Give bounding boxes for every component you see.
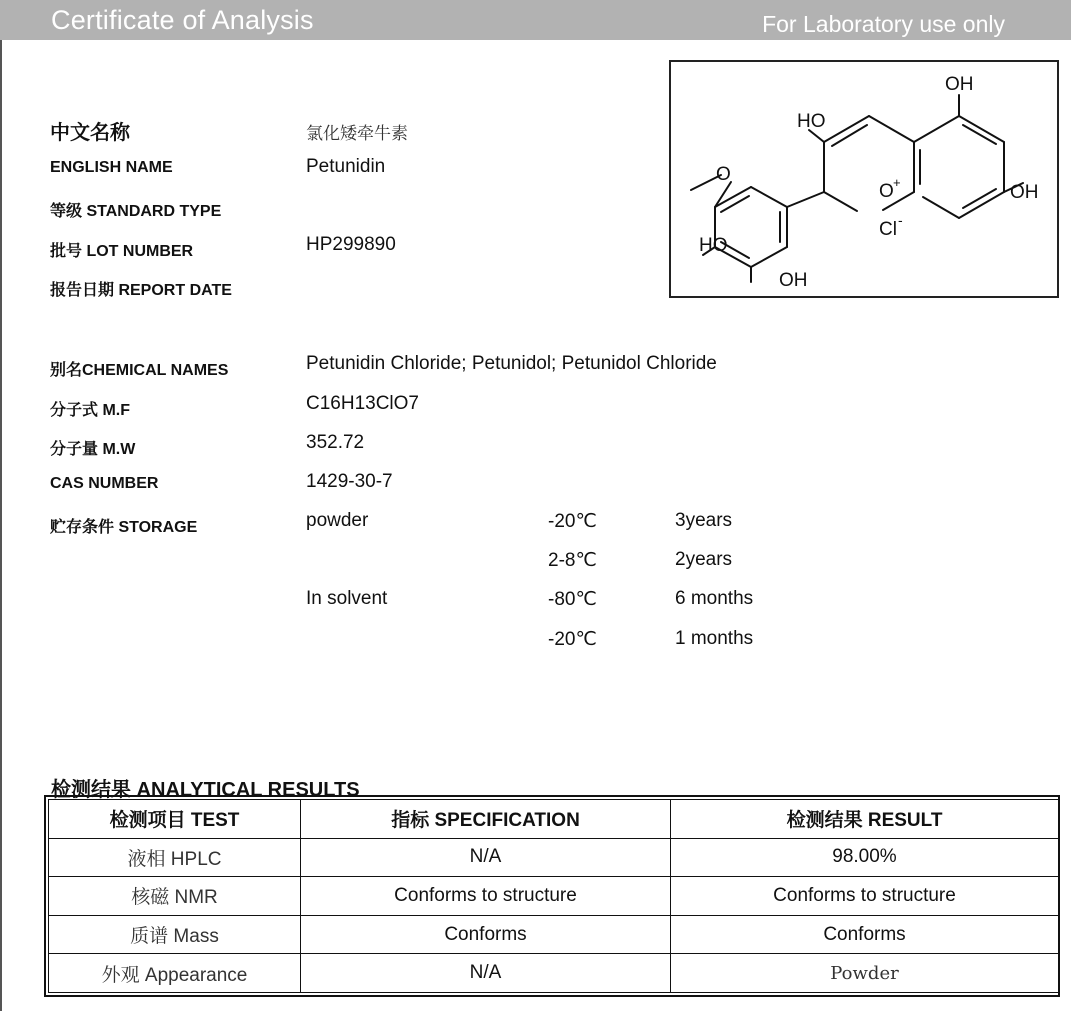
lot-number-value: HP299890 bbox=[306, 234, 396, 255]
page-left-border bbox=[0, 40, 2, 1011]
bond-line bbox=[824, 192, 857, 211]
analytical-results-title: 检测结果 ANALYTICAL RESULTS bbox=[51, 779, 360, 801]
cas-number-value: 1429-30-7 bbox=[306, 471, 393, 492]
english-name-label: ENGLISH NAME bbox=[50, 159, 173, 176]
english-name-value: Petunidin bbox=[306, 156, 386, 177]
test-cell: 液相 HPLC bbox=[49, 838, 301, 877]
bond-line bbox=[923, 197, 959, 218]
storage-duration: 3years bbox=[675, 510, 733, 531]
cas-number-label: CAS NUMBER bbox=[50, 475, 159, 492]
result-cell: 98.00% bbox=[671, 838, 1059, 877]
hydroxyl-label: HO bbox=[699, 235, 728, 256]
test-cell: 核磁 NMR bbox=[49, 877, 301, 916]
bond-line bbox=[959, 116, 1004, 142]
chemical-structure-box bbox=[669, 60, 1059, 298]
storage-temperature: -80℃ bbox=[548, 589, 597, 610]
table-row bbox=[49, 954, 1059, 993]
hydroxyl-label: OH bbox=[1010, 182, 1039, 203]
chemical-names-value: Petunidin Chloride; Petunidol; Petunidol Chloride bbox=[306, 353, 717, 374]
storage-form: In solvent bbox=[306, 588, 388, 609]
result-cell: Powder bbox=[671, 954, 1059, 993]
storage-temperature: 2-8℃ bbox=[548, 550, 597, 571]
bond-line bbox=[751, 187, 787, 207]
bond-line bbox=[914, 116, 959, 142]
molecular-formula-label: 分子式 M.F bbox=[50, 402, 130, 419]
molecular-weight-label: 分子量 M.W bbox=[50, 441, 136, 458]
usage-note: For Laboratory use only bbox=[762, 11, 1005, 37]
specification-cell: N/A bbox=[301, 954, 671, 993]
specification-cell: Conforms bbox=[301, 915, 671, 954]
hydroxyl-label: OH bbox=[945, 74, 974, 95]
storage-temperature: -20℃ bbox=[548, 511, 597, 532]
methoxy-oxygen-label: O bbox=[716, 164, 731, 185]
charge-label: + bbox=[893, 175, 901, 190]
header-bar bbox=[0, 0, 1071, 40]
storage-duration: 1 months bbox=[675, 628, 754, 649]
storage-label: 贮存条件 STORAGE bbox=[50, 519, 198, 536]
oxonium-label: O bbox=[879, 181, 894, 202]
petunidin-structure-drawing bbox=[671, 62, 1061, 300]
standard-type-label: 等级 STANDARD TYPE bbox=[50, 203, 222, 220]
test-cell: 外观 Appearance bbox=[49, 954, 301, 993]
hydroxyl-label: OH bbox=[779, 270, 808, 291]
chinese-name-label: 中文名称 bbox=[50, 122, 130, 144]
molecular-formula-value: C16H13ClO7 bbox=[306, 393, 419, 414]
chloride-label: Cl bbox=[879, 219, 897, 240]
document-title: Certificate of Analysis bbox=[51, 5, 314, 35]
table-row bbox=[49, 838, 1059, 877]
result-cell: Conforms bbox=[671, 915, 1059, 954]
chinese-name-value: 氯化矮牵牛素 bbox=[306, 124, 408, 144]
table-header-row bbox=[49, 800, 1059, 839]
column-header-result: 检测结果 RESULT bbox=[671, 800, 1059, 839]
bond-line bbox=[721, 196, 749, 212]
chemical-names-label: 别名CHEMICAL NAMES bbox=[50, 362, 229, 379]
molecular-weight-value: 352.72 bbox=[306, 432, 365, 453]
table-row bbox=[49, 877, 1059, 916]
storage-temperature: -20℃ bbox=[548, 629, 597, 650]
analytical-results-table bbox=[44, 795, 1060, 997]
column-header-specification: 指标 SPECIFICATION bbox=[301, 800, 671, 839]
specification-cell: Conforms to structure bbox=[301, 877, 671, 916]
result-cell: Conforms to structure bbox=[671, 877, 1059, 916]
specification-cell: N/A bbox=[301, 838, 671, 877]
hydroxyl-label: HO bbox=[797, 111, 826, 132]
table-row bbox=[49, 915, 1059, 954]
lot-number-label: 批号 LOT NUMBER bbox=[50, 243, 194, 260]
storage-duration: 2years bbox=[675, 549, 733, 570]
charge-label: - bbox=[898, 212, 903, 228]
column-header-test: 检测项目 TEST bbox=[49, 800, 301, 839]
storage-form: powder bbox=[306, 510, 369, 531]
report-date-label: 报告日期 REPORT DATE bbox=[50, 282, 232, 299]
bond-line bbox=[751, 247, 787, 267]
bond-line bbox=[959, 192, 1004, 218]
test-cell: 质谱 Mass bbox=[49, 915, 301, 954]
storage-duration: 6 months bbox=[675, 588, 754, 609]
bond-line bbox=[787, 192, 824, 207]
bond-line bbox=[869, 116, 914, 142]
